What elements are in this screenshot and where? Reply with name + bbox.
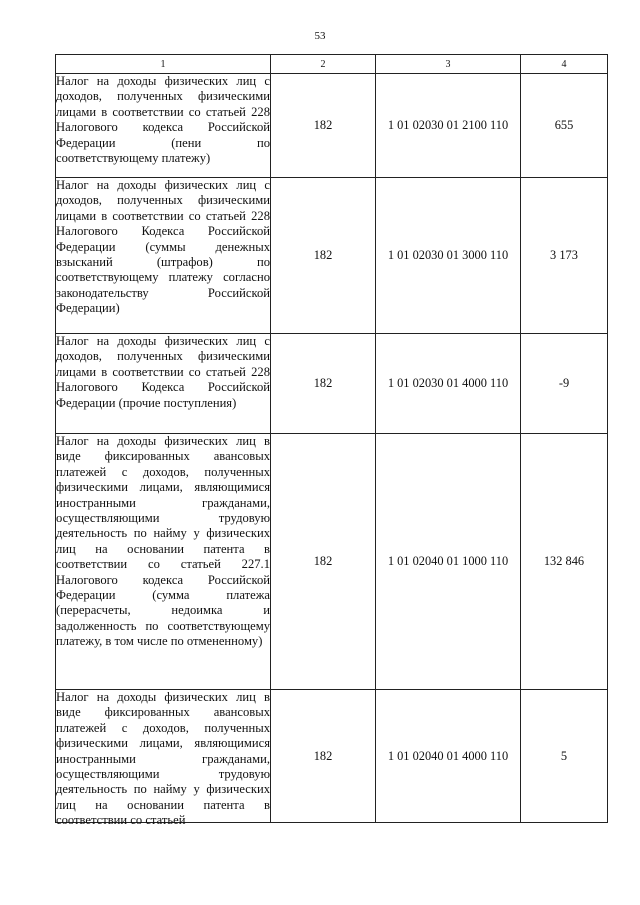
column-header-1: 1 bbox=[56, 55, 271, 74]
column-header-3: 3 bbox=[376, 55, 521, 74]
revenue-table bbox=[55, 54, 608, 828]
revenue-name-cell: Налог на доходы физических лиц с доходов, полученных физическими лицами в соответствии со статьей 228 Налогового кодекса Российской Федерации (пени по соответствующему платежу) bbox=[56, 74, 271, 178]
admin-code-cell: 182 bbox=[271, 434, 376, 690]
column-header-4: 4 bbox=[521, 55, 608, 74]
table-row bbox=[56, 334, 608, 434]
column-header-2: 2 bbox=[271, 55, 376, 74]
table-row bbox=[56, 434, 608, 690]
amount-cell: 132 846 bbox=[521, 434, 608, 690]
budget-code-cell: 1 01 02040 01 1000 110 bbox=[376, 434, 521, 690]
revenue-name-cell bbox=[56, 690, 271, 828]
revenue-name-cell: Налог на доходы физических лиц с доходов, полученных физическими лицами в соответствии со статьей 228 Налогового Кодекса Российской Федерации (прочие поступления) bbox=[56, 334, 271, 434]
budget-code-cell: 1 01 02030 01 3000 110 bbox=[376, 178, 521, 334]
admin-code-cell: 182 bbox=[271, 690, 376, 823]
table-row bbox=[56, 178, 608, 334]
page-number: 53 bbox=[314, 30, 326, 42]
budget-code-cell: 1 01 02030 01 2100 110 bbox=[376, 74, 521, 178]
amount-cell: 655 bbox=[521, 74, 608, 178]
budget-code-cell: 1 01 02040 01 4000 110 bbox=[376, 690, 521, 823]
revenue-name-cell: Налог на доходы физических лиц с доходов, полученных физическими лицами в соответствии со статьей 228 Налогового Кодекса Российской Федерации (суммы денежных взысканий (штрафов) по соответствующему платежу согласно законодательству Российской Федерации) bbox=[56, 178, 271, 334]
admin-code-cell: 182 bbox=[271, 334, 376, 434]
amount-cell: 3 173 bbox=[521, 178, 608, 334]
table-row bbox=[56, 74, 608, 178]
table-header-row bbox=[56, 55, 608, 74]
table-row bbox=[56, 690, 608, 823]
revenue-name-text: Налог на доходы физических лиц в виде фиксированных авансовых платежей с доходов, полученных физическими лицами, являющимися иностранными гражданами, осуществляющими трудовую деятельность по найму у физических лиц на основании патента в соответствии со статьей bbox=[56, 690, 270, 828]
amount-cell: -9 bbox=[521, 334, 608, 434]
revenue-name-cell: Налог на доходы физических лиц в виде фиксированных авансовых платежей с доходов, полученных физическими лицами, являющимися иностранными гражданами, осуществляющими трудовую деятельность по найму у физических лиц на основании патента в соответствии со статьей 227.1 Налогового кодекса Российской Федерации (сумма платежа (перерасчеты, недоимка и задолженность по соответствующему платежу, в том числе по отмененному) bbox=[56, 434, 271, 690]
budget-code-cell: 1 01 02030 01 4000 110 bbox=[376, 334, 521, 434]
amount-cell: 5 bbox=[521, 690, 608, 823]
admin-code-cell: 182 bbox=[271, 74, 376, 178]
admin-code-cell: 182 bbox=[271, 178, 376, 334]
